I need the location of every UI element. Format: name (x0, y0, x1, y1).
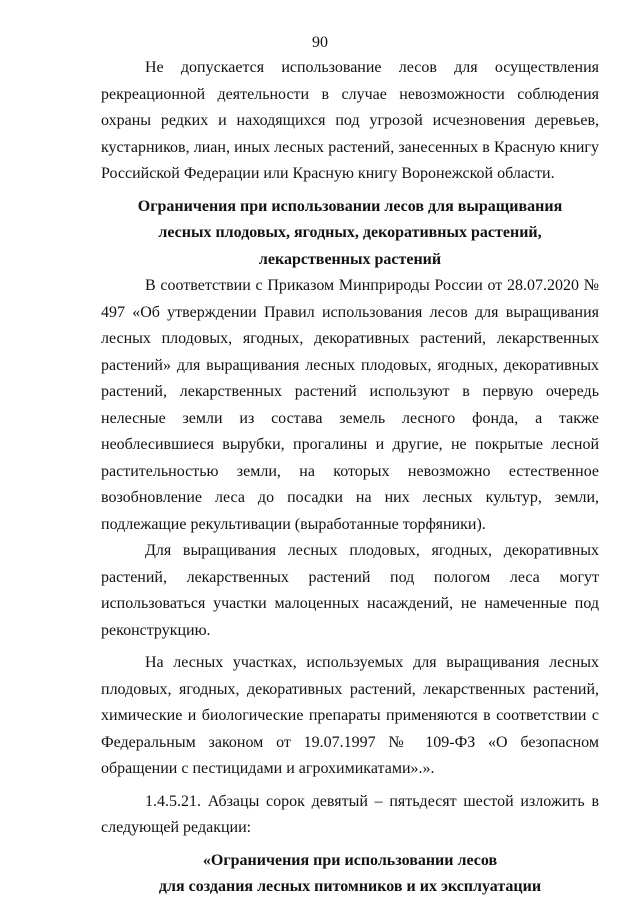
section-heading-growing-plants (101, 194, 599, 274)
section-heading-nurseries (101, 848, 599, 901)
heading-line: «Ограничения при использовании лесов (202, 851, 498, 869)
heading-line: лекарственных растений (258, 250, 442, 268)
page-number: 90 (312, 34, 328, 51)
heading-line: лесных плодовых, ягодных, декоративных растений, (158, 224, 542, 241)
heading-line: Ограничения при использовании лесов для выращивания (137, 197, 563, 215)
paragraph-recreation-restriction: Не допускается использование лесов для осуществления рекреационной деятельности в случае невозможности соблюдения охраны редких и находящихся под угрозой исчезновения деревьев, кустарников, лиан, иных лесных растений, занесенных в Красную книгу Российской Федерации или Красную книгу Воронежской области. (101, 59, 599, 182)
paragraph-chemicals: На лесных участках, используемых для выращивания лесных плодовых, ягодных, декоративных растений, лекарственных растений, химические и биологические препараты применяются в соответствии с Федеральным законом от 19.07.1997 № 109-ФЗ «О безопасном обращении с пестицидами и агрохимикатами».». (101, 654, 599, 777)
paragraph-amendment-1-4-5-21: 1.4.5.21. Абзацы сорок девятый – пятьдесят шестой изложить в следующей редакции: (101, 792, 599, 836)
document-body (101, 55, 599, 901)
paragraph-under-canopy: Для выращивания лесных плодовых, ягодных, декоративных растений, лекарственных растений под пологом леса могут использоваться участки малоценных насаждений, не намеченные под реконструкцию. (101, 542, 599, 639)
heading-line: для создания лесных питомников и их эксплуатации (158, 878, 542, 895)
paragraph-order-497: В соответствии с Приказом Минприроды России от 28.07.2020 № 497 «Об утверждении Правил использования лесов для выращивания лесных плодовых, ягодных, декоративных растений, лекарственных растений» для выращивания лесных плодовых, ягодных, декоративных растений, лекарственных растений используют в первую очередь нелесные земли из состава земель лесного фонда, а также необлесившиеся вырубки, прогалины и другие, не покрытые лесной растительностью земли, на которых невозможно естественное возобновление леса до посадки на них лесных культур, земли, подлежащие рекультивации (выработанные торфяники). (101, 277, 599, 533)
